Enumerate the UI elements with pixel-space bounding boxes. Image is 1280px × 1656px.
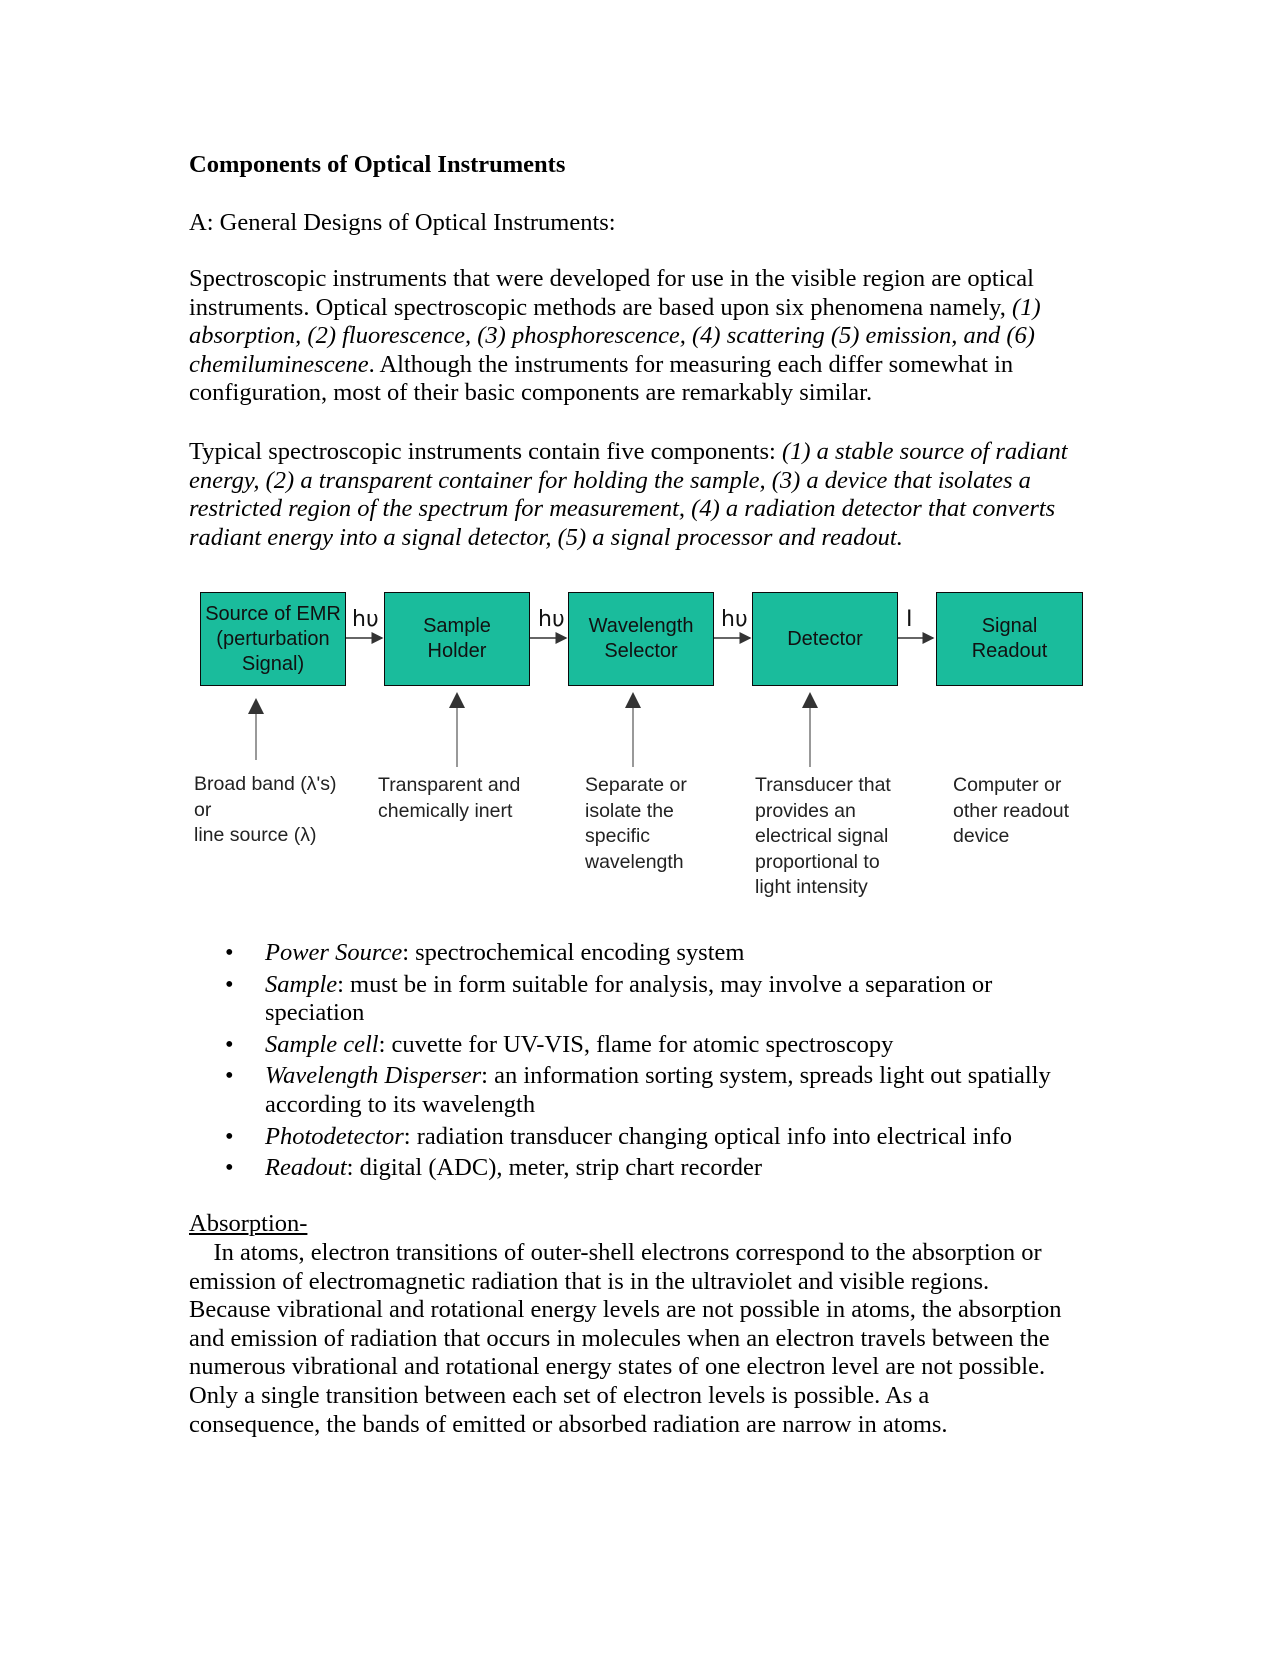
para2-line1: Typical spectroscopic instruments contain five components: (1) a stable source of radiant (189, 438, 1068, 465)
absorption-line-1: In atoms, electron transitions of outer-shell electrons correspond to the absorption or (189, 1239, 1042, 1266)
para1-line4: chemiluminescene. Although the instruments for measuring each differ somewhat in (189, 350, 1014, 378)
arrow-label-hv-3: hυ (721, 607, 748, 632)
arrow-label-hv-2: hυ (538, 607, 565, 632)
bullet-icon: • (225, 970, 234, 998)
list-item: • Readout: digital (ADC), meter, strip chart recorder (225, 1154, 763, 1182)
box-wavelength-selector: Wavelength Selector (568, 592, 714, 686)
page-title: Components of Optical Instruments (189, 151, 566, 178)
note-detector: Transducer that provides an electrical signal proportional to light intensity (755, 774, 891, 899)
absorption-line-4: and emission of radiation that occurs in molecules when an electron travels between the (189, 1324, 1050, 1352)
note-source: Broad band (λ's) or line source (λ) (194, 773, 337, 847)
absorption-line-7: consequence, the bands of emitted or absorbed radiation are narrow in atoms. (189, 1410, 948, 1438)
box-sample-holder: Sample Holder (384, 592, 530, 686)
arrow-label-hv-1: hυ (352, 607, 379, 632)
para1-line1: Spectroscopic instruments that were developed for use in the visible region are optical (189, 265, 1034, 292)
absorption-line-3: Because vibrational and rotational energy levels are not possible in atoms, the absorption (189, 1296, 1062, 1324)
bullet-icon: • (225, 1122, 234, 1150)
para2-line2: energy, (2) a transparent container for holding the sample, (3) a device that isolates a (189, 466, 1031, 494)
component-bullet-list (220, 939, 1100, 1183)
list-item: • Sample cell: cuvette for UV-VIS, flame for atomic spectroscopy (225, 1030, 894, 1058)
paragraph-components (189, 438, 1089, 552)
absorption-line-2: emission of electromagnetic radiation that is in the ultraviolet and visible regions. (189, 1267, 990, 1295)
note-sample-holder: Transparent and chemically inert (378, 774, 521, 822)
box-detector: Detector (752, 592, 898, 686)
paragraph-intro (189, 265, 1089, 408)
para1-line3: absorption, (2) fluorescence, (3) phosphorescence, (4) scattering (5) emission, and (6) (189, 322, 1035, 350)
bullet-icon: • (225, 939, 234, 966)
para2-line3: restricted region of the spectrum for measurement, (4) a radiation detector that converts (189, 495, 1056, 523)
box-signal-readout: Signal Readout (936, 592, 1083, 686)
arrow-label-i: I (906, 607, 913, 632)
absorption-heading: Absorption- (189, 1210, 308, 1237)
bullet-icon: • (225, 1062, 234, 1090)
para2-line4: radiant energy into a signal detector, (5) a signal processor and readout. (189, 523, 903, 551)
absorption-line-6: Only a single transition between each set of electron levels is possible. As a (189, 1381, 930, 1409)
para1-line5: configuration, most of their basic components are remarkably similar. (189, 379, 873, 407)
list-item: • Wavelength Disperser: an information sorting system, spreads light out spatially according to its wavelength (225, 1062, 1051, 1118)
box-source-of-emr: Source of EMR (perturbation Signal) (200, 592, 346, 686)
absorption-line-5: numerous vibrational and rotational energy states of one electron level are not possible. (189, 1353, 1046, 1381)
note-wavelength-selector: Separate or isolate the specific wavelength (585, 774, 687, 873)
list-item: • Power Source: spectrochemical encoding system (225, 939, 745, 966)
para1-line2: instruments. Optical spectroscopic methods are based upon six phenomena namely, (1) (189, 293, 1041, 321)
list-item: • Photodetector: radiation transducer changing optical info into electrical info (225, 1122, 1012, 1150)
absorption-paragraph (189, 1239, 1089, 1439)
section-heading-a: A: General Designs of Optical Instruments: (189, 209, 616, 236)
bullet-icon: • (225, 1030, 234, 1058)
list-item: • Sample: must be in form suitable for analysis, may involve a separation or speciation (225, 970, 993, 1027)
note-signal-readout: Computer or other readout device (953, 774, 1070, 848)
bullet-icon: • (225, 1154, 234, 1182)
